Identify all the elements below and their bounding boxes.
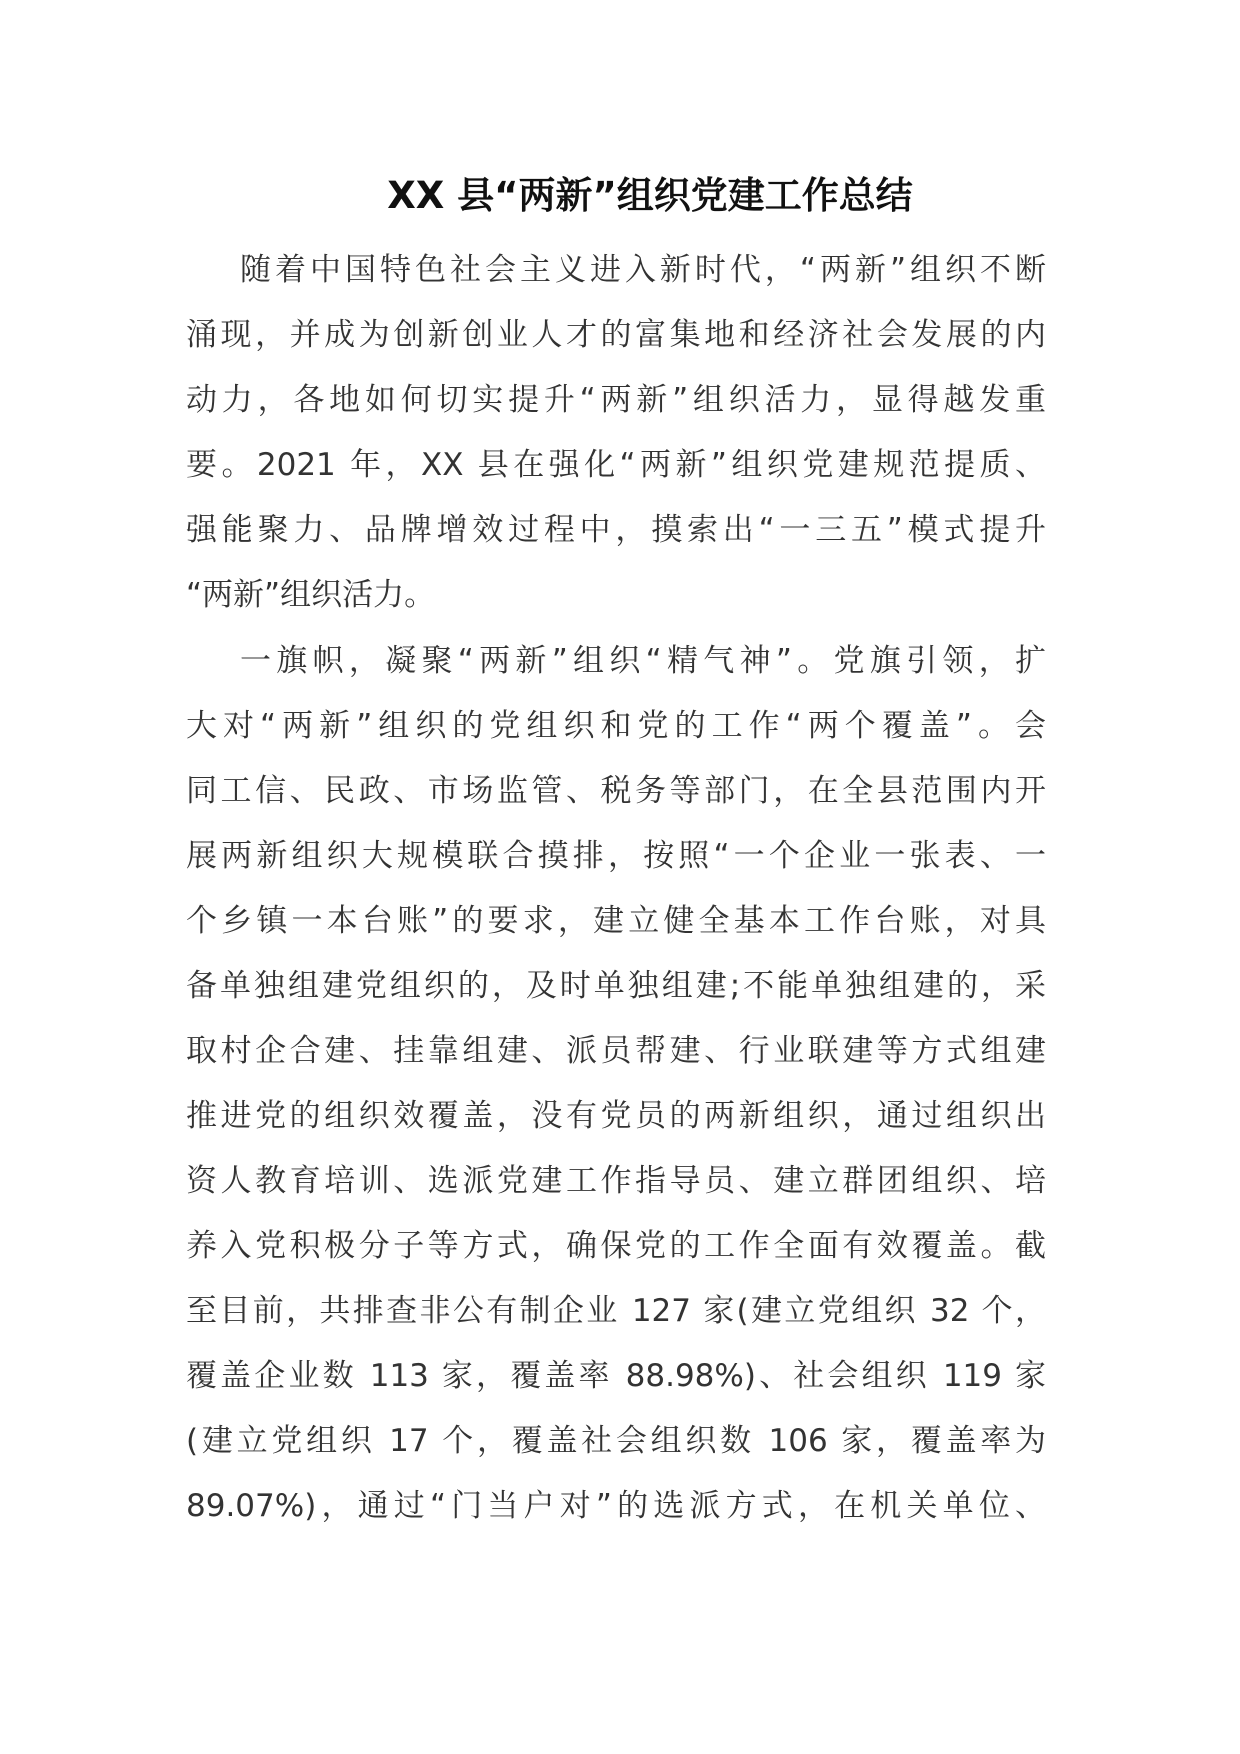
text-line: 涌现，并成为创新创业人才的富集地和经济社会发展的内 — [186, 317, 1046, 353]
text-line: 大对“两新”组织的党组织和党的工作“两个覆盖”。会 — [186, 708, 1046, 744]
text-line: “两新”组织活力。 — [186, 577, 436, 613]
text-line: 89.07%)，通过“门当户对”的选派方式，在机关单位、 — [186, 1488, 1046, 1524]
text-line: 强能聚力、品牌增效过程中，摸索出“一三五”模式提升 — [186, 512, 1046, 548]
text-line: 要。2021 年，XX 县在强化“两新”组织党建规范提质、 — [186, 447, 1046, 483]
text-line: 动力，各地如何切实提升“两新”组织活力，显得越发重 — [186, 382, 1046, 418]
text-line: 推进党的组织效覆盖，没有党员的两新组织，通过组织出 — [186, 1098, 1046, 1134]
text-line: (建立党组织 17 个，覆盖社会组织数 106 家，覆盖率为 — [186, 1423, 1046, 1459]
text-line: 养入党积极分子等方式，确保党的工作全面有效覆盖。截 — [186, 1228, 1046, 1264]
paragraph-flag — [186, 629, 1046, 1539]
text-line: 取村企合建、挂靠组建、派员帮建、行业联建等方式组建 — [186, 1033, 1046, 1069]
text-line: 随着中国特色社会主义进入新时代，“两新”组织不断 — [240, 252, 1046, 288]
text-line: 个乡镇一本台账”的要求，建立健全基本工作台账，对具 — [186, 903, 1046, 939]
text-line: 同工信、民政、市场监管、税务等部门，在全县范围内开 — [186, 773, 1046, 809]
text-line: 展两新组织大规模联合摸排，按照“一个企业一张表、一 — [186, 838, 1046, 874]
text-line: 覆盖企业数 113 家，覆盖率 88.98%)、社会组织 119 家 — [186, 1358, 1046, 1394]
text-line: 资人教育培训、选派党建工作指导员、建立群团组织、培 — [186, 1163, 1046, 1199]
document-title: XX 县“两新”组织党建工作总结 — [387, 174, 913, 217]
paragraph-intro — [186, 238, 1046, 628]
text-line: 一旗帜，凝聚“两新”组织“精气神”。党旗引领，扩 — [240, 643, 1046, 679]
text-line: 备单独组建党组织的，及时单独组建;不能单独组建的，采 — [186, 968, 1046, 1004]
text-line: 至目前，共排查非公有制企业 127 家(建立党组织 32 个， — [186, 1293, 1046, 1329]
